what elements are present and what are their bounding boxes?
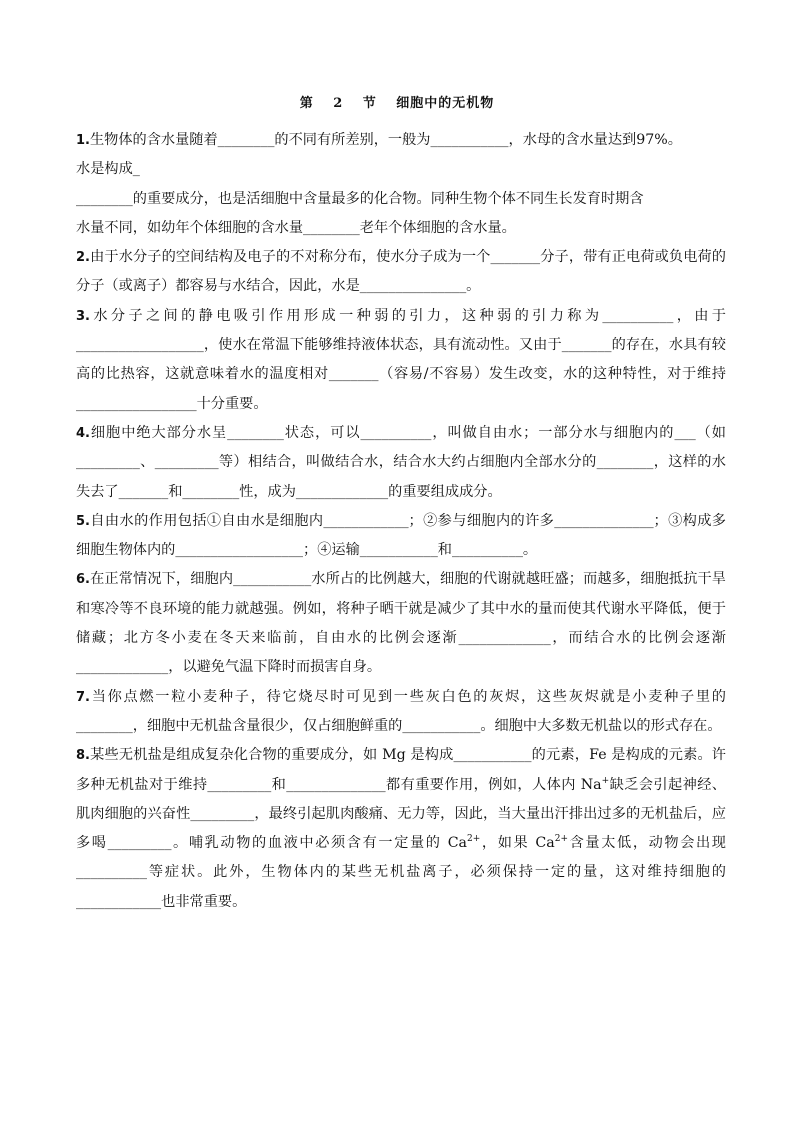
question-6 bbox=[76, 565, 726, 682]
question-number: 8. bbox=[76, 748, 90, 764]
question-5 bbox=[76, 507, 726, 566]
question-4 bbox=[76, 419, 726, 507]
question-2 bbox=[76, 243, 726, 302]
question-3-text: 水分子之间的静电吸引作用形成一种弱的引力，这种弱的引力称为__________，由于__________________，使水在常温下能够维持液体状态，具有流动性。又由于_______的存在，水具有较高的比热容，这就意味着水的温度相对_______（容易/不容易）发生改变，水的这种特性，对于维持_________________十分重要。 bbox=[76, 307, 726, 412]
question-number: 6. bbox=[76, 572, 90, 588]
question-3 bbox=[76, 302, 726, 419]
question-6-text: 在正常情况下，细胞内___________水所占的比例越大，细胞的代谢就越旺盛；而越多，细胞抵抗干旱和寒冷等不良环境的能力就越强。例如，将种子晒干就是减少了其中水的量而使其代谢水平降低，便于储藏；北方冬小麦在冬天来临前，自由水的比例会逐渐_____________，而结合水的比例会逐渐_____________，以避免气温下降时而损害自身。 bbox=[76, 571, 726, 676]
question-8 bbox=[76, 741, 726, 917]
page-title: 第 2 节 细胞中的无机物 bbox=[299, 96, 495, 111]
question-1 bbox=[76, 126, 726, 155]
question-number: 3. bbox=[76, 308, 90, 324]
question-1-line-3: ________的重要成分，也是活细胞中含量最多的化合物。同种生物个体不同生长发育时期含 bbox=[76, 190, 644, 207]
question-8-text-part-4: 含量太低，动物会出现__________等症状。此外，生物体内的某些无机盐离子，必须保持一定的量，这对维持细胞的____________也非常重要。 bbox=[76, 835, 726, 910]
question-8-text-part-3: ，如果 Ca bbox=[480, 835, 555, 852]
question-7 bbox=[76, 683, 726, 742]
question-1-continued-3 bbox=[76, 214, 726, 243]
question-1-line-2: 水是构成_ bbox=[76, 161, 140, 178]
ion-charge-superscript: + bbox=[601, 775, 610, 786]
question-4-text: 细胞中绝大部分水呈________状态，可以__________，叫做自由水；一部分水与细胞内的___（如_________、_________等）相结合，叫做结合水，结合水大约占细胞内全部水分的________，这样的水失去了_______和________性，成为_____________的重要组成成分。 bbox=[76, 424, 726, 500]
ion-charge-superscript: 2+ bbox=[554, 834, 569, 845]
question-1-continued bbox=[76, 155, 726, 184]
question-7-text: 当你点燃一粒小麦种子，待它烧尽时可见到一些灰白色的灰烬，这些灰烬就是小麦种子里的________，细胞中无机盐含量很少，仅占细胞鲜重的___________。细胞中大多数无机盐以的形式存在。 bbox=[76, 688, 726, 734]
question-1-line-1: 生物体的含水量随着________的不同有所差别，一般为___________，水母的含水量达到97%。 bbox=[89, 132, 682, 148]
question-8-text-part-2: 缺乏会引起神经、肌肉细胞的兴奋性_________，最终引起肌肉酸痛、无力等，因此，当大量出汗排出过多的无机盐后，应多喝_________。哺乳动物的血液中必须含有一定量的 Ca bbox=[76, 776, 726, 852]
question-5-text: 自由水的作用包括①自由水是细胞内____________；②参与细胞内的许多______________；③构成多细胞生物体内的__________________；④运输___________和__________。 bbox=[76, 512, 726, 559]
question-number: 5. bbox=[76, 513, 90, 529]
question-number: 2. bbox=[76, 250, 90, 266]
question-2-text: 由于水分子的空间结构及电子的不对称分布，使水分子成为一个_______分子，带有正电荷或负电荷的分子（或离子）都容易与水结合，因此，水是_______________。 bbox=[76, 249, 726, 295]
question-number: 7. bbox=[76, 689, 90, 705]
question-number: 1. bbox=[76, 133, 90, 148]
question-number: 4. bbox=[76, 425, 90, 441]
question-1-continued-2 bbox=[76, 185, 726, 214]
worksheet-body bbox=[76, 126, 726, 917]
question-8-text-part-1: 某些无机盐是组成复杂化合物的重要成分，如 Mg 是构成___________的元素，Fe 是构成的元素。许多种无机盐对于维持_________和______________都有重要作用，例如，人体内 Na bbox=[76, 747, 726, 793]
question-1-line-4: 水量不同，如幼年个体细胞的含水量________老年个体细胞的含水量。 bbox=[76, 219, 516, 236]
ion-charge-superscript: 2+ bbox=[467, 834, 481, 845]
